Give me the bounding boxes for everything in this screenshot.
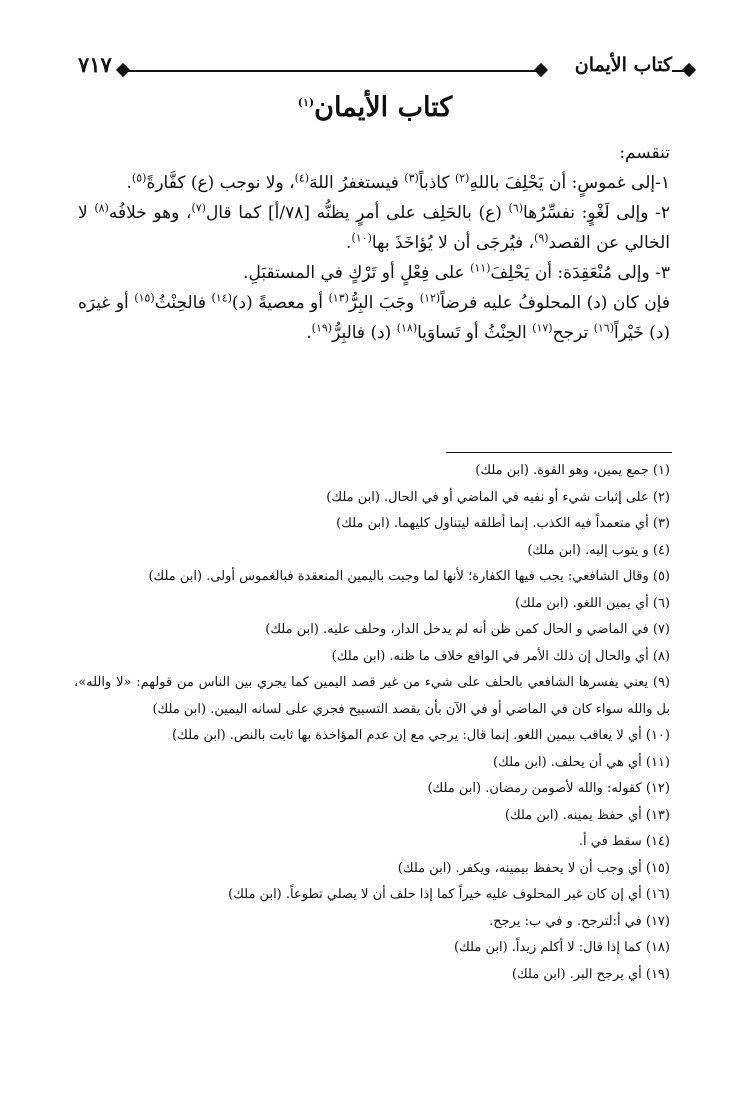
text-run: وجَبَ البِرُّ xyxy=(348,293,420,313)
running-header xyxy=(78,52,700,82)
paragraph-munaqida xyxy=(78,258,670,288)
footnote: (٨) أي والحال إن ذلك الأمر في الواقع خلاف ما ظنه. (ابن ملك) xyxy=(331,648,670,664)
footnote: (١٨) كما إذا قال: لا أكلم زيداً. (ابن ملك) xyxy=(454,940,670,955)
footnote-ref: (٣) xyxy=(404,171,419,185)
intro-line: تنقسم: xyxy=(619,143,670,163)
footnote-ref: (٨) xyxy=(94,201,109,215)
footnote: (٧) في الماضي و الحال كمن ظن أنه لم يدخل الدار، وحلف عليه. (ابن ملك) xyxy=(265,622,670,637)
footnote: (١٧) في أ:لترجح. و في ب: يرجح. xyxy=(489,913,670,929)
text-run: ١-إلى غموسٍ: أن يَحْلِفَ باللهِ xyxy=(469,173,670,193)
footnote-ref: (١) xyxy=(297,96,315,109)
text-run: لا الخالي عن القصد xyxy=(78,203,670,253)
footnote-ref: (٩) xyxy=(534,231,549,245)
text-run: ٢- وإلى لَغْوٍ: نفسِّرُها xyxy=(523,203,670,223)
footnote-ref: (١٠) xyxy=(351,231,372,245)
chapter-title-text: كتاب الأيمان xyxy=(314,92,453,123)
text-run: ٣- وإلى مُنْعَقِدَة: أن يَحْلِفَ xyxy=(490,263,670,283)
footnote: (١٥) أي وجب أن لا يحفظ بيمينه، ويكفر. (ابن ملك) xyxy=(397,860,670,876)
footnote: (٥) وقال الشافعي: يجب فيها الكفارة؛ لأنها لما وجبت باليمين المنعقدة فبالغموس أولى. (ابن ملك) xyxy=(148,569,670,584)
footnote: (٤) و يتوب إليه. (ابن ملك) xyxy=(527,542,670,558)
footnote: (١٤) سقط في أ. xyxy=(578,834,670,849)
text-run: ، ولا نوجب (ع) كفَّارةً xyxy=(146,173,295,193)
footnote: (١٣) أي حفظ يمينه. (ابن ملك) xyxy=(504,807,670,823)
main-text xyxy=(78,138,670,348)
text-run: فيستغفرُ اللهَ xyxy=(309,173,405,193)
footnote-ref: (٥) xyxy=(131,171,147,185)
text-run: الحِنْثُ أو تَساوَيا xyxy=(417,323,533,343)
paragraph-rulings xyxy=(78,288,670,348)
header-diamond-icon xyxy=(116,63,130,77)
footnote-ref: (٤) xyxy=(294,171,310,185)
footnote: (٩) يعني يفسرها الشافعي بالحلف على شيء من غير قصد اليمين كما يجري بين الناس من قولهم: «لا والله»، بل والله سواء كان في الماضي أو في الآن بأن يقصد التسبيح فجري على لسانه اليمين. (ابن ملك) xyxy=(74,675,670,717)
text-run: ، وهو خلافُه xyxy=(108,203,192,223)
text-run: . xyxy=(126,173,132,193)
footnote-ref: (٦) xyxy=(508,201,524,215)
footnote: (١٦) أي إن كان غير المحلوف عليه خيراً كما إذا حلف أن لا يصلي تطوعاً. (ابن ملك) xyxy=(228,887,670,902)
text-run: ترجح xyxy=(552,323,594,343)
header-rule xyxy=(122,70,542,72)
footnote-ref: (١١) xyxy=(470,261,491,275)
footnote-ref: (١٨) xyxy=(396,321,418,335)
text-run: (ع) بالحَلِف على أمرٍ يظنُّه [٧٨/أ] كما قال xyxy=(205,203,509,223)
footnote-ref: (٢) xyxy=(454,171,470,185)
footnote: (٦) أي يمين اللغو. (ابن ملك) xyxy=(514,595,670,611)
header-diamond-icon xyxy=(682,63,696,77)
text-run: أو معصيةً (د) xyxy=(231,293,329,313)
footnote-ref: (١٣) xyxy=(328,291,349,305)
text-run: كاذباً xyxy=(418,173,455,193)
page-number: ٧١٧ xyxy=(78,52,112,77)
footnote-ref: (١٢) xyxy=(419,291,441,305)
text-run: فالحِنْثُ xyxy=(154,293,212,313)
paragraph-ghamus xyxy=(78,168,670,198)
footnote-ref: (١٥) xyxy=(134,291,155,305)
footnote: (١٠) أي لا يعاقب بيمين اللغو. إنما قال: يرجي مع إن عدم المؤاخذة بها ثابت بالنص. (ابن ملك) xyxy=(172,728,670,743)
footnote: (٢) على إثبات شيء أو نفيه في الماضي أو في الحال. (ابن ملك) xyxy=(326,489,670,505)
footnote: (١٢) كقوله: والله لأصومن رمضان. (ابن ملك) xyxy=(427,781,670,796)
running-title: كتاب الأيمان xyxy=(574,54,672,76)
text-run: (د) فالبِرُّ xyxy=(332,323,397,343)
text-run: فإن كان (د) المحلوفُ عليه فرضاً xyxy=(440,293,670,313)
footnote: (١١) أي هي أن يحلف. (ابن ملك) xyxy=(493,754,670,770)
paragraph-laghw xyxy=(78,198,670,258)
text-run: . xyxy=(346,233,352,253)
footnote: (١٩) أي يرجح البر. (ابن ملك) xyxy=(511,966,670,982)
text-run: ، فيُرجَى أن لا يُؤاخَذَ بها xyxy=(371,233,535,253)
chapter-title xyxy=(0,92,750,123)
text-run: . xyxy=(306,323,312,343)
footnote-ref: (١٤) xyxy=(211,291,232,305)
footnote-ref: (٧) xyxy=(191,201,206,215)
footnote-separator xyxy=(446,452,672,453)
text-run: أو غيرَه (د) خَيْراً xyxy=(78,293,670,343)
footnote-ref: (١٦) xyxy=(593,321,615,335)
footnote: (٣) أي متعمداً فيه الكذب. إنما أطلقه ليتناول كليهما. (ابن ملك) xyxy=(336,516,670,531)
footnote-ref: (١٩) xyxy=(311,321,333,335)
footnotes xyxy=(74,458,670,988)
footnote: (١) جمع يمين، وهو القوة. (ابن ملك) xyxy=(475,463,670,478)
footnote-ref: (١٧) xyxy=(532,321,553,335)
text-run: على فِعْلٍ أو تَرْكٍ في المستقبَلِ. xyxy=(243,263,471,283)
